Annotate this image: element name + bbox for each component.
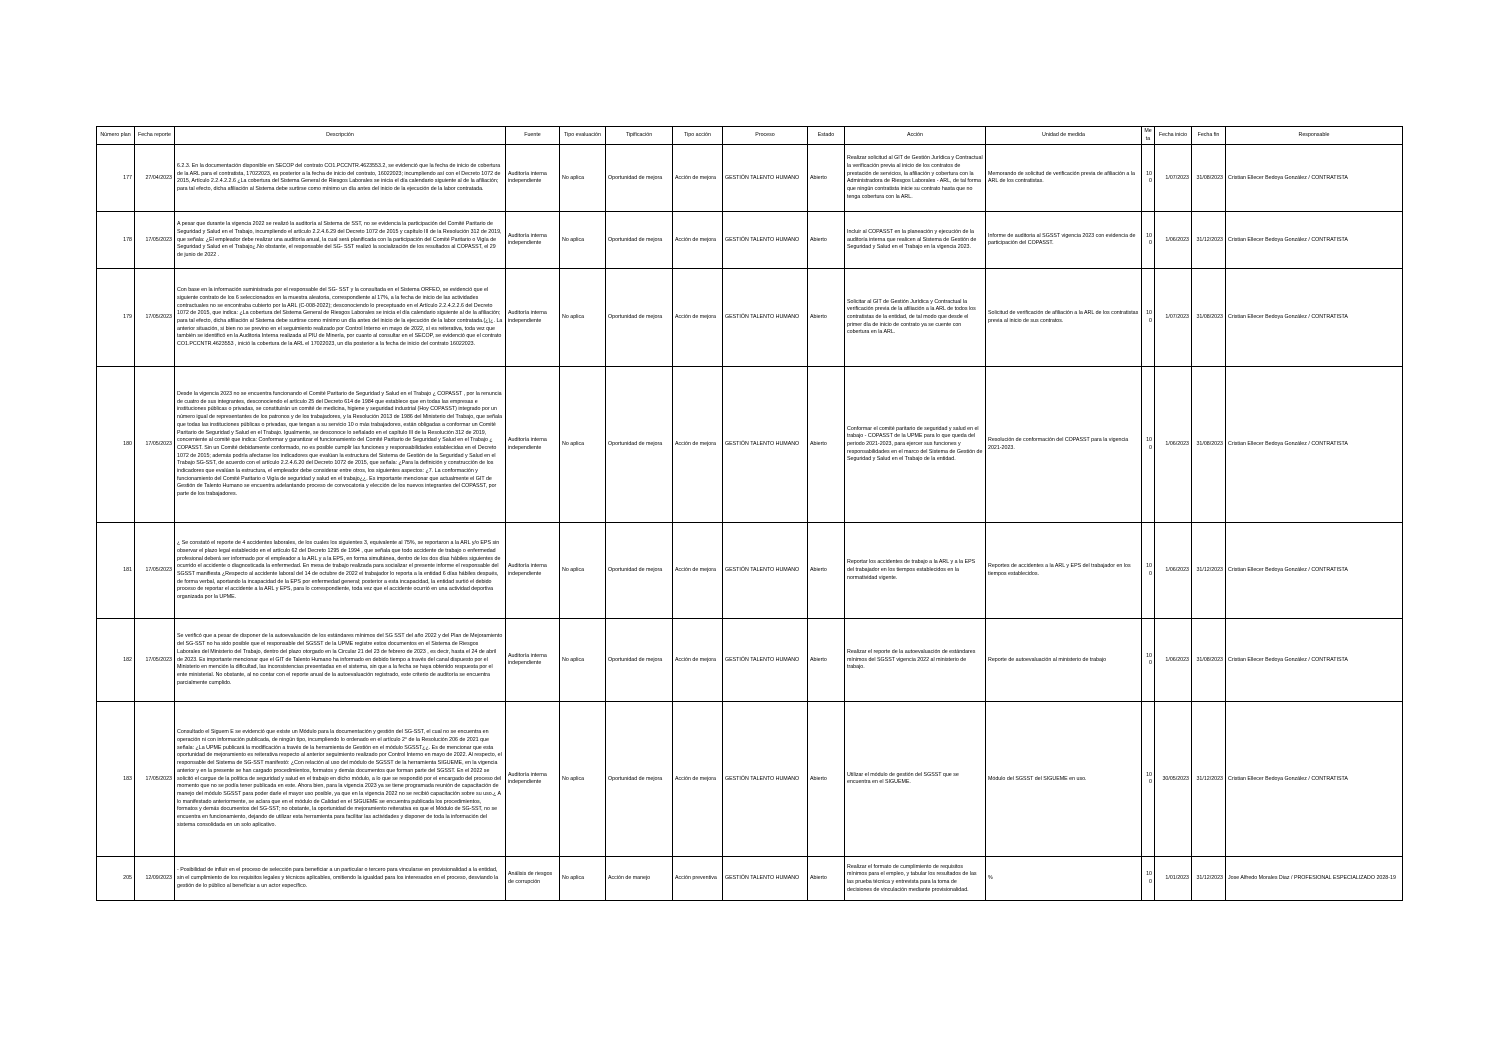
cell-fecha-reporte: 17/05/2023: [135, 269, 175, 367]
cell-tipo-accion: Acción de mejora: [673, 523, 723, 619]
cell-tipificacion: Oportunidad de mejora: [606, 619, 673, 702]
cell-fecha-reporte: 17/05/2023: [135, 212, 175, 269]
cell-estado: Abierto: [808, 857, 845, 901]
cell-fuente: Auditoría interna independiente: [506, 523, 560, 619]
cell-descripcion: A pesar que durante la vigencia 2022 se realizó la auditoría al Sistema de SST, no se evidencia la participación del Comité Paritario de Seguridad y Salud en el Trabajo, incumpliendo el artículo 2.2.4.6.29 del Decreto 1072 de 2015 y capítulo III de la Resolución 312 de 2019, que señala: ¿El empleador debe realizar una auditoría anual, la cual será planificada con la participación del Comité Paritario o Vigía de Seguridad y Salud en el Trabajo¿.No obstante, el responsable del SG- SST realizó la socialización de los resultados al COPASST, el 29 de junio de 2022 .: [175, 212, 506, 269]
cell-fecha-inicio: 1/07/2023: [1155, 145, 1192, 212]
cell-estado: Abierto: [808, 367, 845, 523]
cell-fecha-inicio: 1/06/2023: [1155, 619, 1192, 702]
header-tipo-accion: Tipo acción: [673, 127, 723, 145]
cell-tipificacion: Oportunidad de mejora: [606, 702, 673, 857]
cell-fecha-inicio: 1/07/2023: [1155, 269, 1192, 367]
cell-fecha-inicio: 1/01/2023: [1155, 857, 1192, 901]
action-plan-table: [96, 126, 1403, 901]
cell-proceso: GESTIÓN TALENTO HUMANO: [723, 619, 808, 702]
cell-proceso: GESTIÓN TALENTO HUMANO: [723, 212, 808, 269]
cell-responsable: Cristian Ellecer Bedoya González / CONTRATISTA: [1226, 619, 1403, 702]
table-row: [97, 367, 1403, 523]
cell-tipificacion: Oportunidad de mejora: [606, 212, 673, 269]
header-numero: Número plan: [97, 127, 135, 145]
cell-meta: 100: [1142, 857, 1155, 901]
header-fuente: Fuente: [506, 127, 560, 145]
cell-accion: Realizar el reporte de la autoevaluación de estándares mínimos del SGSST vigencia 2022 al ministerio de trabajo.: [845, 619, 986, 702]
cell-estado: Abierto: [808, 702, 845, 857]
cell-meta: 100: [1142, 523, 1155, 619]
cell-tipo-accion: Acción de mejora: [673, 212, 723, 269]
cell-fecha-inicio: 1/06/2023: [1155, 523, 1192, 619]
cell-accion: Solicitar al GIT de Gestión Jurídica y Contractual la verificación previa de la afiliación a la ARL de todos los contratistas de la entidad, de tal modo que desde el primer día de inicio de contrato ya se cuente con cobertura en la ARL.: [845, 269, 986, 367]
cell-fecha-reporte: 17/05/2023: [135, 367, 175, 523]
cell-responsable: Cristian Ellecer Bedoya González / CONTRATISTA: [1226, 269, 1403, 367]
cell-estado: Abierto: [808, 145, 845, 212]
cell-estado: Abierto: [808, 212, 845, 269]
cell-tipo-accion: Acción de mejora: [673, 702, 723, 857]
cell-unidad-medida: Resolución de conformación del COPASST para la vigencia 2021-2023.: [986, 367, 1142, 523]
cell-unidad-medida: Informe de auditoria al SGSST vigencia 2023 con evidencia de participación del COPASST.: [986, 212, 1142, 269]
cell-proceso: GESTIÓN TALENTO HUMANO: [723, 523, 808, 619]
header-tipo-evaluacion: Tipo evaluación: [560, 127, 606, 145]
cell-fuente: Auditoría interna independiente: [506, 619, 560, 702]
cell-fecha-fin: 31/12/2023: [1192, 857, 1226, 901]
cell-unidad-medida: Reporte de autoevaluación al ministerio de trabajo: [986, 619, 1142, 702]
cell-fecha-fin: 31/08/2023: [1192, 367, 1226, 523]
cell-accion: Incluir al COPASST en la planeación y ejecución de la auditoría interna que realicen al Sistema de Gestión de Seguridad y Salud en el Trabajo en la vigencia 2023.: [845, 212, 986, 269]
cell-fecha-reporte: 27/04/2023: [135, 145, 175, 212]
cell-proceso: GESTIÓN TALENTO HUMANO: [723, 269, 808, 367]
cell-descripcion: Se verificó que a pesar de disponer de la autoevaluación de los estándares mínimos del SG SST del año 2022 y del Plan de Mejoramiento del SG-SST no ha sido posible que el responsable del SGSST de la UPME registre estos documentos en el Sistema de Riesgos Laborales del Ministerio del Trabajo, dentro del plazo otorgado en la Circular 21 del 23 de febrero de 2023 , es decir, hasta el 24 de abril de 2023. Es importante mencionar que el GIT de Talento Humano ha informado en debido tiempo a través del canal dispuesto por el Ministerio en mención la dificultad, las inconsistencias presentadas en el sistema, sin que a la fecha se haya obtenido respuesta por el ente ministerial. No obstante, al no contar con el reporte anual de la autoevaluación registrado, este criterio de auditoría se encuentra parcialmente cumplido.: [175, 619, 506, 702]
cell-responsable: Cristian Ellecer Bedoya González / CONTRATISTA: [1226, 367, 1403, 523]
cell-tipo-accion: Acción de mejora: [673, 145, 723, 212]
table-row: [97, 269, 1403, 367]
cell-tipo-accion: Acción preventiva: [673, 857, 723, 901]
cell-meta: 100: [1142, 619, 1155, 702]
cell-descripcion: Consultado el Siguem E se evidenció que existe un Módulo para la documentación y gestión del SG-SST, el cual no se encuentra en operación ni con información publicada, de ningún tipo, incumpliendo lo ordenado en el artículo 2° de la Resolución 206 de 2021 que señala: ¿La UPME publicará la modificación a través de la herramienta de Gestión en el módulo SGSST¿¿. Es de mencionar que esta oportunidad de mejoramiento es reiterativa respecto al anterior seguimiento realizado por Control Interno en mayo de 2022. Al respecto, el responsable del Sistema de SG-SST manifestó: ¿Con relación al uso del módulo de SGSST de la herramienta SIGUEME, en la vigencia anterior y en la presente se han cargado procedimientos, formatos y demás documentos que forman parte del SGSST. En el 2022 se solicitó el cargue de la política de seguridad y salud en el trabajo en dicho módulo, a lo que se respondió por el encargado del proceso del momento que no se podía tener publicada en este. Ahora bien, para la vigencia 2023 ya se tiene programada reunión de capacitación de manejo del módulo SGSST para poder darle el mayor uso posible, ya que en la vigencia 2022 no se recibió capacitación sobre su uso.¿ A lo manifestado anteriormente, se aclara que en el módulo de Calidad en el SIGUEME se encuentra publicada los procedimientos, formatos y demás documentos del SG-SST; no obstante, la oportunidad de mejoramiento reiterativa es que el Módulo de SG-SST, no se encuentra en funcionamiento, dejando de utilizar esta herramienta para facilitar las actividades y disponer de toda la información del sistema consolidada en un solo aplicativo.: [175, 702, 506, 857]
header-descripcion: Descripción: [175, 127, 506, 145]
cell-unidad-medida: Reportes de accidentes a la ARL y EPS del trabajador en los tiempos establecidos.: [986, 523, 1142, 619]
cell-fuente: Auditoría interna independiente: [506, 269, 560, 367]
cell-fecha-fin: 31/12/2023: [1192, 523, 1226, 619]
cell-accion: Reportar los accidentes de trabajo a la ARL y a la EPS del trabajador en los tiempos establecidos en la normatividad vigente.: [845, 523, 986, 619]
cell-fecha-reporte: 17/05/2023: [135, 523, 175, 619]
cell-tipificacion: Acción de manejo: [606, 857, 673, 901]
cell-meta: 100: [1142, 367, 1155, 523]
cell-numero: 182: [97, 619, 135, 702]
cell-fecha-fin: 31/12/2023: [1192, 212, 1226, 269]
cell-tipificacion: Oportunidad de mejora: [606, 523, 673, 619]
header-row: [97, 127, 1403, 145]
cell-numero: 177: [97, 145, 135, 212]
cell-fecha-fin: 31/08/2023: [1192, 619, 1226, 702]
cell-numero: 181: [97, 523, 135, 619]
cell-meta: 100: [1142, 145, 1155, 212]
cell-descripcion: Con base en la información suministrada por el responsable del SG- SST y la consultada en el Sistema ORFEO, se evidenció que el siguiente contrato de los 6 seleccionados en la muestra aleatoria, correspondiente al 17%, a la fecha de inicio de las actividades contractuales no se encontraba cubierto por la ARL (C-008-2022); desconociendo lo preceptuado en el Artículo 2.2.4.2.2.6 del Decreto 1072 de 2015, que indica: ¿La cobertura del Sistema General de Riesgos Laborales se inicia el día calendario siguiente al de la afiliación; para tal efecto, dicha afiliación al Sistema debe surtirse como mínimo un día antes del inicio de la ejecución de la labor contratada.(¿)¿. La anterior situación, si bien no se previno en el seguimiento realizado por Control Interno en mayo de 2022, sí es reiterativa, toda vez que también se identificó en la Auditoria Interna realizada al PIU de Minería, por cuanto al consultar en el SECOP, se evidenció que el contrato CO1.PCCNTR.4623553 , inició la cobertura de la ARL el 17022023, un día posterior a la fecha de inicio del contrato 16022023.: [175, 269, 506, 367]
header-unidad-medida: Unidad de medida: [986, 127, 1142, 145]
cell-descripcion: Desde la vigencia 2023 no se encuentra funcionando el Comité Paritario de Seguridad y Salud en el Trabajo ¿ COPASST , por la renuncia de cuatro de sus integrantes, desconociendo el artículo 25 del Decreto 614 de 1984 que establece que en todas las empresas e instituciones públicas o privadas, se constituirán un comité de medicina, higiene y seguridad industrial (Hoy COPASST) integrado por un número igual de representantes de los patronos y de los trabajadores, y la Resolución 2013 de 1986 del Ministerio del Trabajo, que señala que todas las instituciones públicas o privadas, que tengan a su servicio 10 o más trabajadores, están obligadas a conformar un Comité Paritario de Seguridad y Salud en el Trabajo. Igualmente, se desconoce lo señalado en el capítulo III de la Resolución 312 de 2019, concerniente al comité que indica: Conformar y garantizar el funcionamiento del Comité Paritario de Seguridad y Salud en el Trabajo ¿ COPASST. Sin un Comité debidamente conformado, no es posible cumplir las funciones y responsabilidades establecidas en el Decreto 1072 de 2015; además podría afectarse los indicadores que evalúan la estructura del Sistema de Gestión de la Seguridad y Salud en el Trabajo SG-SST, de acuerdo con el artículo 2.2.4.6.20 del Decreto 1072 de 2015, que señala: ¿Para la definición y construcción de los indicadores que evalúan la estructura, el empleador debe considerar entre otros, los siguientes aspectos: ¿7. La conformación y funcionamiento del Comité Paritario o Vigía de seguridad y salud en el trabajo¿¿. Es importante mencionar que actualmente el GIT de Gestión de Talento Humano se encuentra adelantando proceso de convocatoria y elección de los nuevos integrantes del COPASST, por parte de los trabajadores.: [175, 367, 506, 523]
cell-numero: 205: [97, 857, 135, 901]
header-estado: Estado: [808, 127, 845, 145]
cell-descripcion: ¿ Se constató el reporte de 4 accidentes laborales, de los cuales los siguientes 3, equivalente al 75%, se reportaron a la ARL y/o EPS sin observar el plazo legal establecido en el artículo 62 del Decreto 1295 de 1994 , que señala que todo accidente de trabajo o enfermedad profesional deberá ser informado por el empleador a la ARL y a la EPS, en forma simultánea, dentro de los dos días hábiles siguientes de ocurrido el accidente o diagnosticada la enfermedad. En mesa de trabajo realizada para socializar el presente informe el responsable del SGSST manifiesta ¿Respecto al accidente laboral del 14 de octubre de 2022 el trabajador lo reporta a la entidad 6 días hábiles después, de forma verbal, aportando la incapacidad de la EPS por enfermedad general; posterior a esta incapacidad, la entidad surtió el debido proceso de reportar el accidente a la ARL y EPS, para lo correspondiente, toda vez que el accidente ocurrió en una actividad deportiva organizada por la UPME.: [175, 523, 506, 619]
cell-estado: Abierto: [808, 523, 845, 619]
cell-tipo-accion: Acción de mejora: [673, 269, 723, 367]
cell-tipo-evaluacion: No aplica: [560, 702, 606, 857]
cell-fecha-reporte: 17/05/2023: [135, 702, 175, 857]
cell-meta: 100: [1142, 212, 1155, 269]
cell-fuente: Auditoría interna independiente: [506, 145, 560, 212]
cell-unidad-medida: Memorando de solicitud de verificación previa de afiliación a la ARL de los contratistas.: [986, 145, 1142, 212]
header-fecha-fin: Fecha fin: [1192, 127, 1226, 145]
cell-tipo-evaluacion: No aplica: [560, 212, 606, 269]
cell-fecha-fin: 31/12/2023: [1192, 702, 1226, 857]
cell-tipificacion: Oportunidad de mejora: [606, 367, 673, 523]
cell-fecha-inicio: 1/06/2023: [1155, 367, 1192, 523]
cell-fecha-fin: 31/08/2023: [1192, 269, 1226, 367]
header-fecha-inicio: Fecha inicio: [1155, 127, 1192, 145]
cell-tipo-evaluacion: No aplica: [560, 367, 606, 523]
cell-unidad-medida: Solicitud de verificación de afiliación a la ARL de los contratistas previa al inicio de sus contratos.: [986, 269, 1142, 367]
header-meta: Meta: [1142, 127, 1155, 145]
cell-tipo-evaluacion: No aplica: [560, 857, 606, 901]
cell-responsable: Cristian Ellecer Bedoya González / CONTRATISTA: [1226, 702, 1403, 857]
table-row: [97, 212, 1403, 269]
cell-proceso: GESTIÓN TALENTO HUMANO: [723, 145, 808, 212]
header-fecha-reporte: Fecha reporte: [135, 127, 175, 145]
cell-responsable: Cristian Ellecer Bedoya González / CONTRATISTA: [1226, 145, 1403, 212]
cell-descripcion: 6.2.3. En la documentación disponible en SECOP del contrato CO1.PCCNTR.4623553.2, se evidenció que la fecha de inicio de cobertura de la ARL para el contratista, 17022023, es posterior a la fecha de inicio del contrato, 16022023; incumpliendo así con el Decreto 1072 de 2015, Artículo 2.2.4.2.2.6 ¿La cobertura del Sistema General de Riesgos Laborales se inicia el día calendario siguiente al de la afiliación; para tal efecto, dicha afiliación al Sistema debe surtirse como mínimo un día antes del inicio de la ejecución de la labor contratada.: [175, 145, 506, 212]
cell-proceso: GESTIÓN TALENTO HUMANO: [723, 857, 808, 901]
header-responsable: Responsable: [1226, 127, 1403, 145]
table-row: [97, 702, 1403, 857]
table-row: [97, 523, 1403, 619]
cell-meta: 100: [1142, 269, 1155, 367]
table-row: [97, 619, 1403, 702]
cell-tipo-evaluacion: No aplica: [560, 523, 606, 619]
cell-tipo-evaluacion: No aplica: [560, 269, 606, 367]
table-row: [97, 857, 1403, 901]
cell-estado: Abierto: [808, 619, 845, 702]
cell-fecha-inicio: 30/05/2023: [1155, 702, 1192, 857]
cell-numero: 179: [97, 269, 135, 367]
header-accion: Acción: [845, 127, 986, 145]
cell-fecha-reporte: 17/05/2023: [135, 619, 175, 702]
cell-estado: Abierto: [808, 269, 845, 367]
cell-numero: 178: [97, 212, 135, 269]
cell-responsable: Cristian Ellecer Bedoya González / CONTRATISTA: [1226, 523, 1403, 619]
header-tipificacion: Tipificación: [606, 127, 673, 145]
cell-proceso: GESTIÓN TALENTO HUMANO: [723, 702, 808, 857]
cell-fecha-inicio: 1/06/2023: [1155, 212, 1192, 269]
cell-fuente: Auditoría interna independiente: [506, 212, 560, 269]
cell-tipo-accion: Acción de mejora: [673, 367, 723, 523]
cell-descripcion: - Posibilidad de influir en el proceso de selección para beneficiar a un particular o tercero para vincularse en provisionalidad a la entidad, sin el cumplimiento de los requisitos legales y técnicos aplicables, omitiendo la igualdad para los interesados en el proceso, desviando la gestión de lo público al beneficiar a un actor específico.: [175, 857, 506, 901]
cell-unidad-medida: %: [986, 857, 1142, 901]
cell-numero: 180: [97, 367, 135, 523]
cell-accion: Realizar el formato de cumplimiento de requisitos mínimos para el empleo, y tabular los resultados de las las prueba técnica y entrevista para la toma de decisiones de vinculación mediante provisionalidad.: [845, 857, 986, 901]
cell-fuente: Análisis de riesgos de corrupción: [506, 857, 560, 901]
cell-tipo-evaluacion: No aplica: [560, 619, 606, 702]
table-row: [97, 145, 1403, 212]
cell-accion: Utilizar el módulo de gestión del SGSST que se encuentra en el SIGUEME.: [845, 702, 986, 857]
cell-fecha-reporte: 12/09/2023: [135, 857, 175, 901]
header-proceso: Proceso: [723, 127, 808, 145]
cell-numero: 183: [97, 702, 135, 857]
cell-unidad-medida: Módulo del SGSST del SIGUEME en uso.: [986, 702, 1142, 857]
cell-tipo-evaluacion: No aplica: [560, 145, 606, 212]
cell-accion: Realizar solicitud al GIT de Gestión Jurídica y Contractual la verificación previa al inicio de los contratos de prestación de servicios, la afiliación y cobertura con la Administradora de Riesgos Laborales - ARL, de tal forma que ningún contratista inicie su contrato hasta que no tenga cobertura con la ARL.: [845, 145, 986, 212]
cell-tipo-accion: Acción de mejora: [673, 619, 723, 702]
cell-fuente: Auditoría interna independiente: [506, 702, 560, 857]
cell-fuente: Auditoría interna independiente: [506, 367, 560, 523]
cell-proceso: GESTIÓN TALENTO HUMANO: [723, 367, 808, 523]
cell-tipificacion: Oportunidad de mejora: [606, 269, 673, 367]
cell-responsable: Cristian Ellecer Bedoya González / CONTRATISTA: [1226, 212, 1403, 269]
cell-meta: 100: [1142, 702, 1155, 857]
cell-fecha-fin: 31/08/2023: [1192, 145, 1226, 212]
cell-responsable: Jose Alfredo Morales Diaz / PROFESIONAL ESPECIALIZADO 2028-19: [1226, 857, 1403, 901]
cell-tipificacion: Oportunidad de mejora: [606, 145, 673, 212]
cell-accion: Conformar el comité paritario de seguridad y salud en el trabajo - COPASST de la UPME para lo que queda del periodo 2021-2023, para ejercer sus funciones y responsabilidades en el marco del Sistema de Gestión de Seguridad y Salud en el Trabajo de la entidad.: [845, 367, 986, 523]
